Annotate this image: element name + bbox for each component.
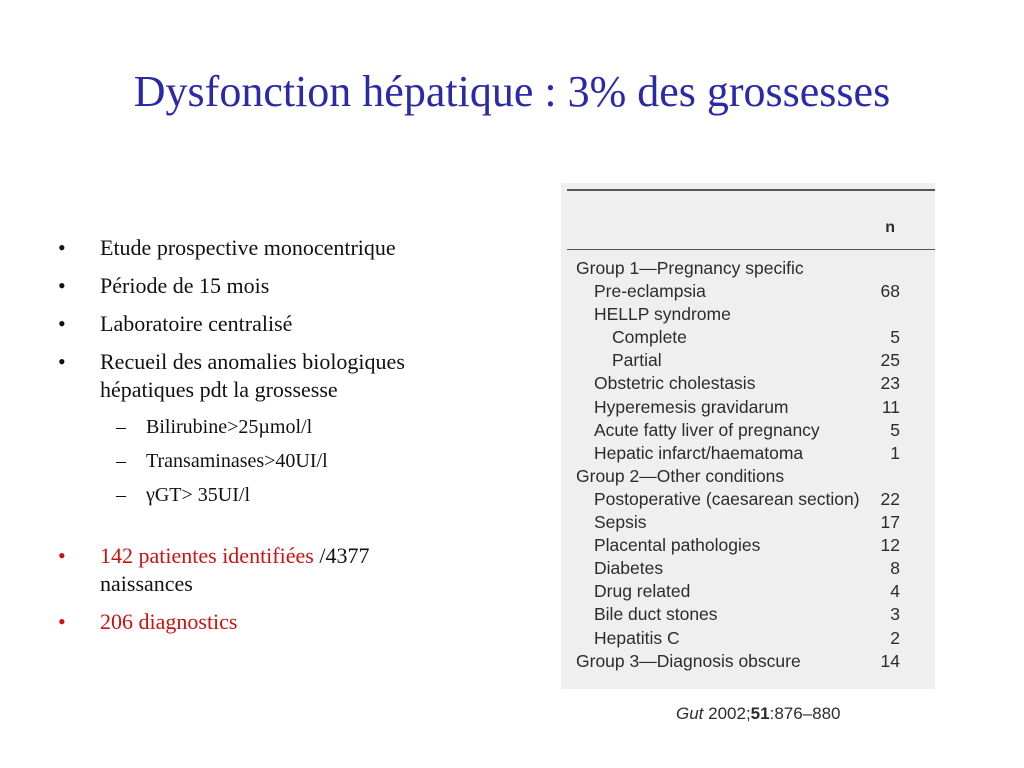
dash-icon: –: [116, 450, 126, 472]
bullet-text-highlight: 142 patientes identifiées: [100, 543, 314, 568]
table-row: [576, 511, 900, 534]
table-row: [576, 442, 900, 465]
citation-year: 2002;: [703, 704, 751, 723]
bullet-text: Etude prospective monocentrique: [100, 235, 396, 260]
table-row: [576, 303, 900, 326]
row-label: Drug related: [594, 581, 691, 602]
row-count: 11: [881, 396, 900, 417]
slide-title: Dysfonction hépatique : 3% des grossesses: [133, 67, 891, 116]
row-label: Hepatitis C: [594, 627, 680, 648]
bullet-dot-icon: •: [58, 609, 66, 634]
table-top-rule: [567, 189, 935, 191]
dash-icon: –: [116, 484, 126, 506]
bullet-item: [58, 542, 518, 598]
row-label: Bile duct stones: [594, 604, 718, 625]
row-count: 17: [880, 512, 900, 533]
row-count: 12: [880, 535, 900, 556]
table-header-rule: [567, 249, 935, 250]
row-label: Postoperative (caesarean section): [594, 488, 860, 509]
row-label: Placental pathologies: [594, 535, 761, 556]
table-row: [576, 419, 900, 442]
sub-bullet-item: [58, 482, 518, 508]
bullet-item: [58, 348, 518, 404]
table-row: [576, 580, 900, 603]
table-row: [576, 280, 900, 303]
dash-icon: –: [116, 416, 126, 438]
table-row: [576, 326, 900, 349]
table-row: [576, 488, 900, 511]
row-count: 4: [890, 581, 900, 602]
bullet-text-highlight: 206 diagnostics: [100, 609, 238, 634]
table-row: [576, 534, 900, 557]
bullet-text: /4377: [313, 543, 370, 568]
table-row: [576, 396, 900, 419]
row-count: 8: [890, 558, 900, 579]
row-label: Partial: [612, 350, 662, 371]
diagnosis-table: [561, 183, 935, 689]
bullet-dot-icon: •: [58, 543, 66, 568]
bullet-item: [58, 272, 518, 300]
row-count: 3: [890, 604, 900, 625]
table-row: [576, 349, 900, 372]
row-label: Sepsis: [594, 512, 647, 533]
row-label: Hepatic infarct/haematoma: [594, 442, 804, 463]
bullet-text: hépatiques pdt la grossesse: [100, 377, 338, 402]
row-label: Acute fatty liver of pregnancy: [594, 419, 820, 440]
row-count: 25: [880, 350, 900, 371]
sub-bullet-text: Bilirubine>25µmol/l: [146, 416, 313, 438]
sub-bullet-text: γGT> 35UI/l: [146, 484, 250, 506]
row-label: Complete: [612, 327, 687, 348]
sub-bullet-item: [58, 414, 518, 440]
sub-bullet-item: [58, 448, 518, 474]
column-header-n: n: [885, 219, 895, 236]
citation-volume: 51: [750, 704, 770, 723]
bullet-dot-icon: •: [58, 235, 66, 260]
row-count: 5: [890, 327, 900, 348]
table-row: [576, 372, 900, 395]
row-label: Obstetric cholestasis: [594, 373, 756, 394]
bullet-dot-icon: •: [58, 349, 66, 374]
bullet-list: [58, 234, 518, 646]
row-count: 23: [880, 373, 900, 394]
table-row: [576, 650, 900, 673]
row-count: 22: [880, 488, 900, 509]
bullet-item: [58, 310, 518, 338]
row-label: HELLP syndrome: [594, 304, 731, 325]
table-row: [576, 627, 900, 650]
bullet-dot-icon: •: [58, 273, 66, 298]
table-row: [576, 257, 900, 280]
table-row: [576, 557, 900, 580]
row-count: 1: [890, 442, 900, 463]
table-body: [576, 257, 900, 673]
citation-journal: Gut: [676, 704, 704, 723]
row-label: Group 2—Other conditions: [576, 465, 785, 486]
table-row: [576, 603, 900, 626]
bullet-item: [58, 234, 518, 262]
bullet-text: Laboratoire centralisé: [100, 311, 293, 336]
row-count: 68: [880, 281, 900, 302]
row-label: Group 1—Pregnancy specific: [576, 258, 804, 278]
row-count: 14: [880, 650, 900, 671]
bullet-text: Période de 15 mois: [100, 273, 270, 298]
row-count: 2: [890, 627, 900, 648]
bullet-text: naissances: [100, 571, 193, 596]
row-count: 5: [890, 419, 900, 440]
row-label: Pre-eclampsia: [594, 281, 706, 302]
bullet-item: [58, 608, 518, 636]
citation-pages: :876–880: [769, 704, 841, 723]
sub-bullet-text: Transaminases>40UI/l: [146, 450, 328, 472]
bullet-dot-icon: •: [58, 311, 66, 336]
row-label: Diabetes: [594, 558, 664, 579]
bullet-text: Recueil des anomalies biologiques: [100, 349, 405, 374]
citation: [676, 704, 841, 724]
row-label: Hyperemesis gravidarum: [594, 396, 789, 417]
table-row: [576, 465, 900, 488]
row-label: Group 3—Diagnosis obscure: [576, 650, 801, 671]
